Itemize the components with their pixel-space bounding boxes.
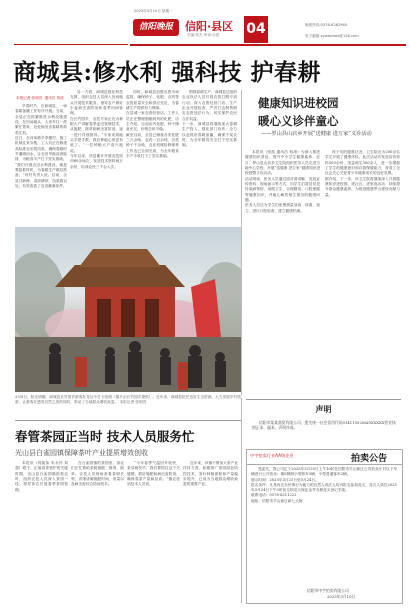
auction-logo: 中宇拍卖行业AA级企业 bbox=[250, 453, 294, 458]
tea-headline: 春管茶园正当时 技术人员服务忙 bbox=[15, 429, 195, 444]
page-number-box: 04 bbox=[244, 16, 268, 43]
notice-body: 信阳市某某商贸有限公司，遗失统一社会信用代码91411502MA9XXXXX营业执照正本、副本，声明作废。 bbox=[252, 420, 396, 431]
tea-col4-text: 近年来，该镇不断加大茶产业扶持力度，积极推广茶园绿色防控技术，茶叶种植面积和产量稳步提升，已成为当地群众增收致富的重要产业。 bbox=[183, 461, 238, 487]
right-column-divider bbox=[241, 398, 242, 603]
tea-col1-text: 本报讯（郭铭伟 朱永怀 刘超）眼下，正值春茶管护的关键时期，光山县白雀园镇抢抓农时，组织农技人员深入茶园一线，指导茶农开展春季茶园管理。 bbox=[15, 461, 68, 492]
health-col1-text: 本报讯（张凯 通讯员 何涛）为深入推进健康知识普及，提升中小学生健康素养，近日，罗山县山店乡卫生院组织医务人员走进当地中心学校，开展“送健康 进万家”健康知识进校园暨义诊活动。 活动现场，医务人员通过面对面讲解、发放宣传资料、现场演示等方式，向学生们普及常见传染病预防、用眼卫生、合理膳食、口腔保健等健康知识，并耐心解答师生提出的健康问题。 医务人员还为学生们免费测量身高、体重、视力，进行口腔检查，建立健康档案。 bbox=[245, 150, 320, 213]
email: 电子邮箱:xywbnews@126.com bbox=[305, 34, 359, 38]
auction-company: 信阳市中宇拍卖有限公司 bbox=[307, 588, 349, 593]
notice-title: 声明 bbox=[315, 404, 332, 414]
lead-col3-text: 同时，商城县加强农资市场监管，确保种子、化肥、农药等农资质量安全和供应充足，为春耕生产提供有力保障。 在县城一家农资经营店，工作人员正在整理刚刚到货的化肥，店主介绍，目前店内化肥、种子储备充足，价格总体平稳。 截至目前，全县已储备各类化肥三万余吨、农药一百余吨、各类种子千余吨，农业机械检修保养工作也已全面完成，为全年粮食丰产丰收打下了坚实基础。 bbox=[126, 90, 179, 159]
tea-col2-text: 在白雀园镇的茶园里，茶农们正忙着给茶树施肥、修剪、除草。农技人员现场查看茶树长势，详细讲解施肥时间、用量以及病虫害综合防治技术。 bbox=[71, 461, 124, 487]
auction-body: 受委托，我公司定于2025年3月25日上午10时在信阳市羊山新区公司拍卖厅对以下车辆进行公开拍卖：豫S牌照小型轿车3辆、小型普通客车2辆。 展示时间：2025年3月21日至3月24日。 报名条件：凡具有完全民事行为能力的自然人或法人均可报名参加竞买，竞买人须在2025年3月24日下午5时前交纳竞买保证金并办理竞买登记手续。 联系电话：0376-6211222 地址：信阳市羊山新区新七大街 bbox=[251, 467, 398, 503]
auction-date: 2025年3月10日 bbox=[327, 594, 356, 599]
photo-caption bbox=[15, 395, 241, 405]
health-headline-2: 暖心义诊伴童心 bbox=[258, 114, 339, 128]
tea-column-4 bbox=[183, 461, 238, 601]
tea-column-3 bbox=[127, 461, 180, 601]
paper-logo: 信阳晚报 bbox=[133, 19, 179, 36]
photo-caption-text: 3月8日，阳光明媚，商城县长竹园乡游客在花丛中打卡拍照（图片由长竹园乡提供）。近年来，商城县依托良好生态资源，大力发展乡村旅游，让游客在感受自然之美的同时，带动了当地群众增收致富。 bbox=[15, 395, 241, 405]
tea-column-1 bbox=[15, 461, 68, 601]
masthead-rule bbox=[130, 44, 406, 46]
masthead-rule-left bbox=[14, 44, 128, 45]
lead-headline: 商城县:修水利 强科技 护春耕 bbox=[13, 59, 322, 86]
tea-col3-text: “今年春季气温回升较快，茶芽萌发早，我们要抓住这个关键期，做好施肥和病虫害防治，确保春茶产量和品质。”镇农技站技术人员说。 bbox=[127, 461, 180, 487]
column-divider bbox=[241, 90, 242, 395]
lead-col1-text: 早春时节，在商城县，一场春耕备播工作有序开展。当前，全县正在抓紧推进水利设施建设，在田间地头，人来车往一派繁忙景象，处处焕发出春耕的勃勃生机。 近日，在河凤桥乡李楼村，施工机械往来穿梭，工人们正在修建高标准农田的沟渠，确保春耕时节灌溉用水，让农田旱能浇涝能排，为粮食丰产打下坚实基础。 “我们开展农田水利建设，就是要抢抓时机，为春耕生产做好准备。”该村负责人说。目前，全县共新修、清淤塘坝、沟渠数百处，有效改善了农田灌溉条件。 bbox=[15, 104, 67, 189]
temple-photo bbox=[15, 227, 241, 392]
health-column-1 bbox=[245, 150, 320, 395]
notice-box bbox=[246, 399, 401, 448]
byline-correspondent: 通讯员 刘道 bbox=[44, 96, 64, 100]
auction-header bbox=[247, 450, 402, 465]
tea-column-2 bbox=[71, 461, 124, 601]
dateline: 2025年3月10日 星期一 bbox=[134, 9, 173, 13]
tea-subhead: 光山县白雀园镇保障茶叶产业提质增效创收 bbox=[15, 449, 148, 457]
health-column-2 bbox=[325, 150, 400, 395]
section-divider bbox=[15, 420, 241, 421]
auction-title: 拍卖公告 bbox=[351, 454, 388, 464]
lead-col2-text: 另一方面，商城县强化科技支撑，组织农技人员深入田间地头开展技术服务，指导农户做好小麦病虫害防治和春季田间管理。 在长竹园乡，农技专家正在为种粮大户讲解春季麦田管理技术，从施肥、除草到病虫害防治，逐一进行详细指导。“专家来到地头手把手教，我们种地心里更有底了。”一位种粮大户高兴地说。 今年以来，该县累计开展农技培训60余场次，发放技术资料两万余份，培训农民三千余人次。 bbox=[70, 90, 123, 169]
health-col2-text: 孩子们的健康状况，卫生院还为200余名学生开展了健康体检。此次活动共发放宣传资料500余份，受益师生300余人，进一步增强了学生的健康意识和自我保健能力，营造了全社会关心关爱青少年健康成长的良好氛围。 据介绍，下一步，该卫生院将继续深入开展健康知识进校园、进社区、进家庭活动，持续提升群众健康素养，为推进健康罗山建设贡献力量。 bbox=[325, 150, 400, 197]
temple-photo-illustration bbox=[15, 227, 241, 392]
photo-credit: 本报记者 张明亮 bbox=[119, 400, 147, 405]
editors-line: 责编:张杰 审读:余建 bbox=[187, 33, 220, 37]
hotline: 晚报热线:0376-6262965 bbox=[305, 23, 348, 27]
byline-reporter: 本报记者 张明亮 bbox=[16, 96, 43, 100]
health-headline: 健康知识进校园 bbox=[258, 96, 339, 110]
lead-byline bbox=[16, 96, 64, 101]
auction-box bbox=[246, 449, 403, 604]
health-subhead: ——罗山县山店乡开展“送健康 进万家”义诊活动 bbox=[261, 131, 372, 137]
section-title: 信阳·县区 bbox=[185, 20, 234, 33]
lead-col4-text: 围绕春耕生产，商城县还组织农业执法人员开展农资打假专项行动，深入农资经营门店、生产企业开展检查，严厉打击制售假劣农资违法行为，切实保护农民合法权益。 下一步，商城县将继续加大春耕生产投入，强化部门协作，全力以赴抓好春耕备播，确保不误农时，为全年粮食安全打下坚实基础。 bbox=[182, 90, 237, 148]
masthead bbox=[0, 0, 410, 50]
